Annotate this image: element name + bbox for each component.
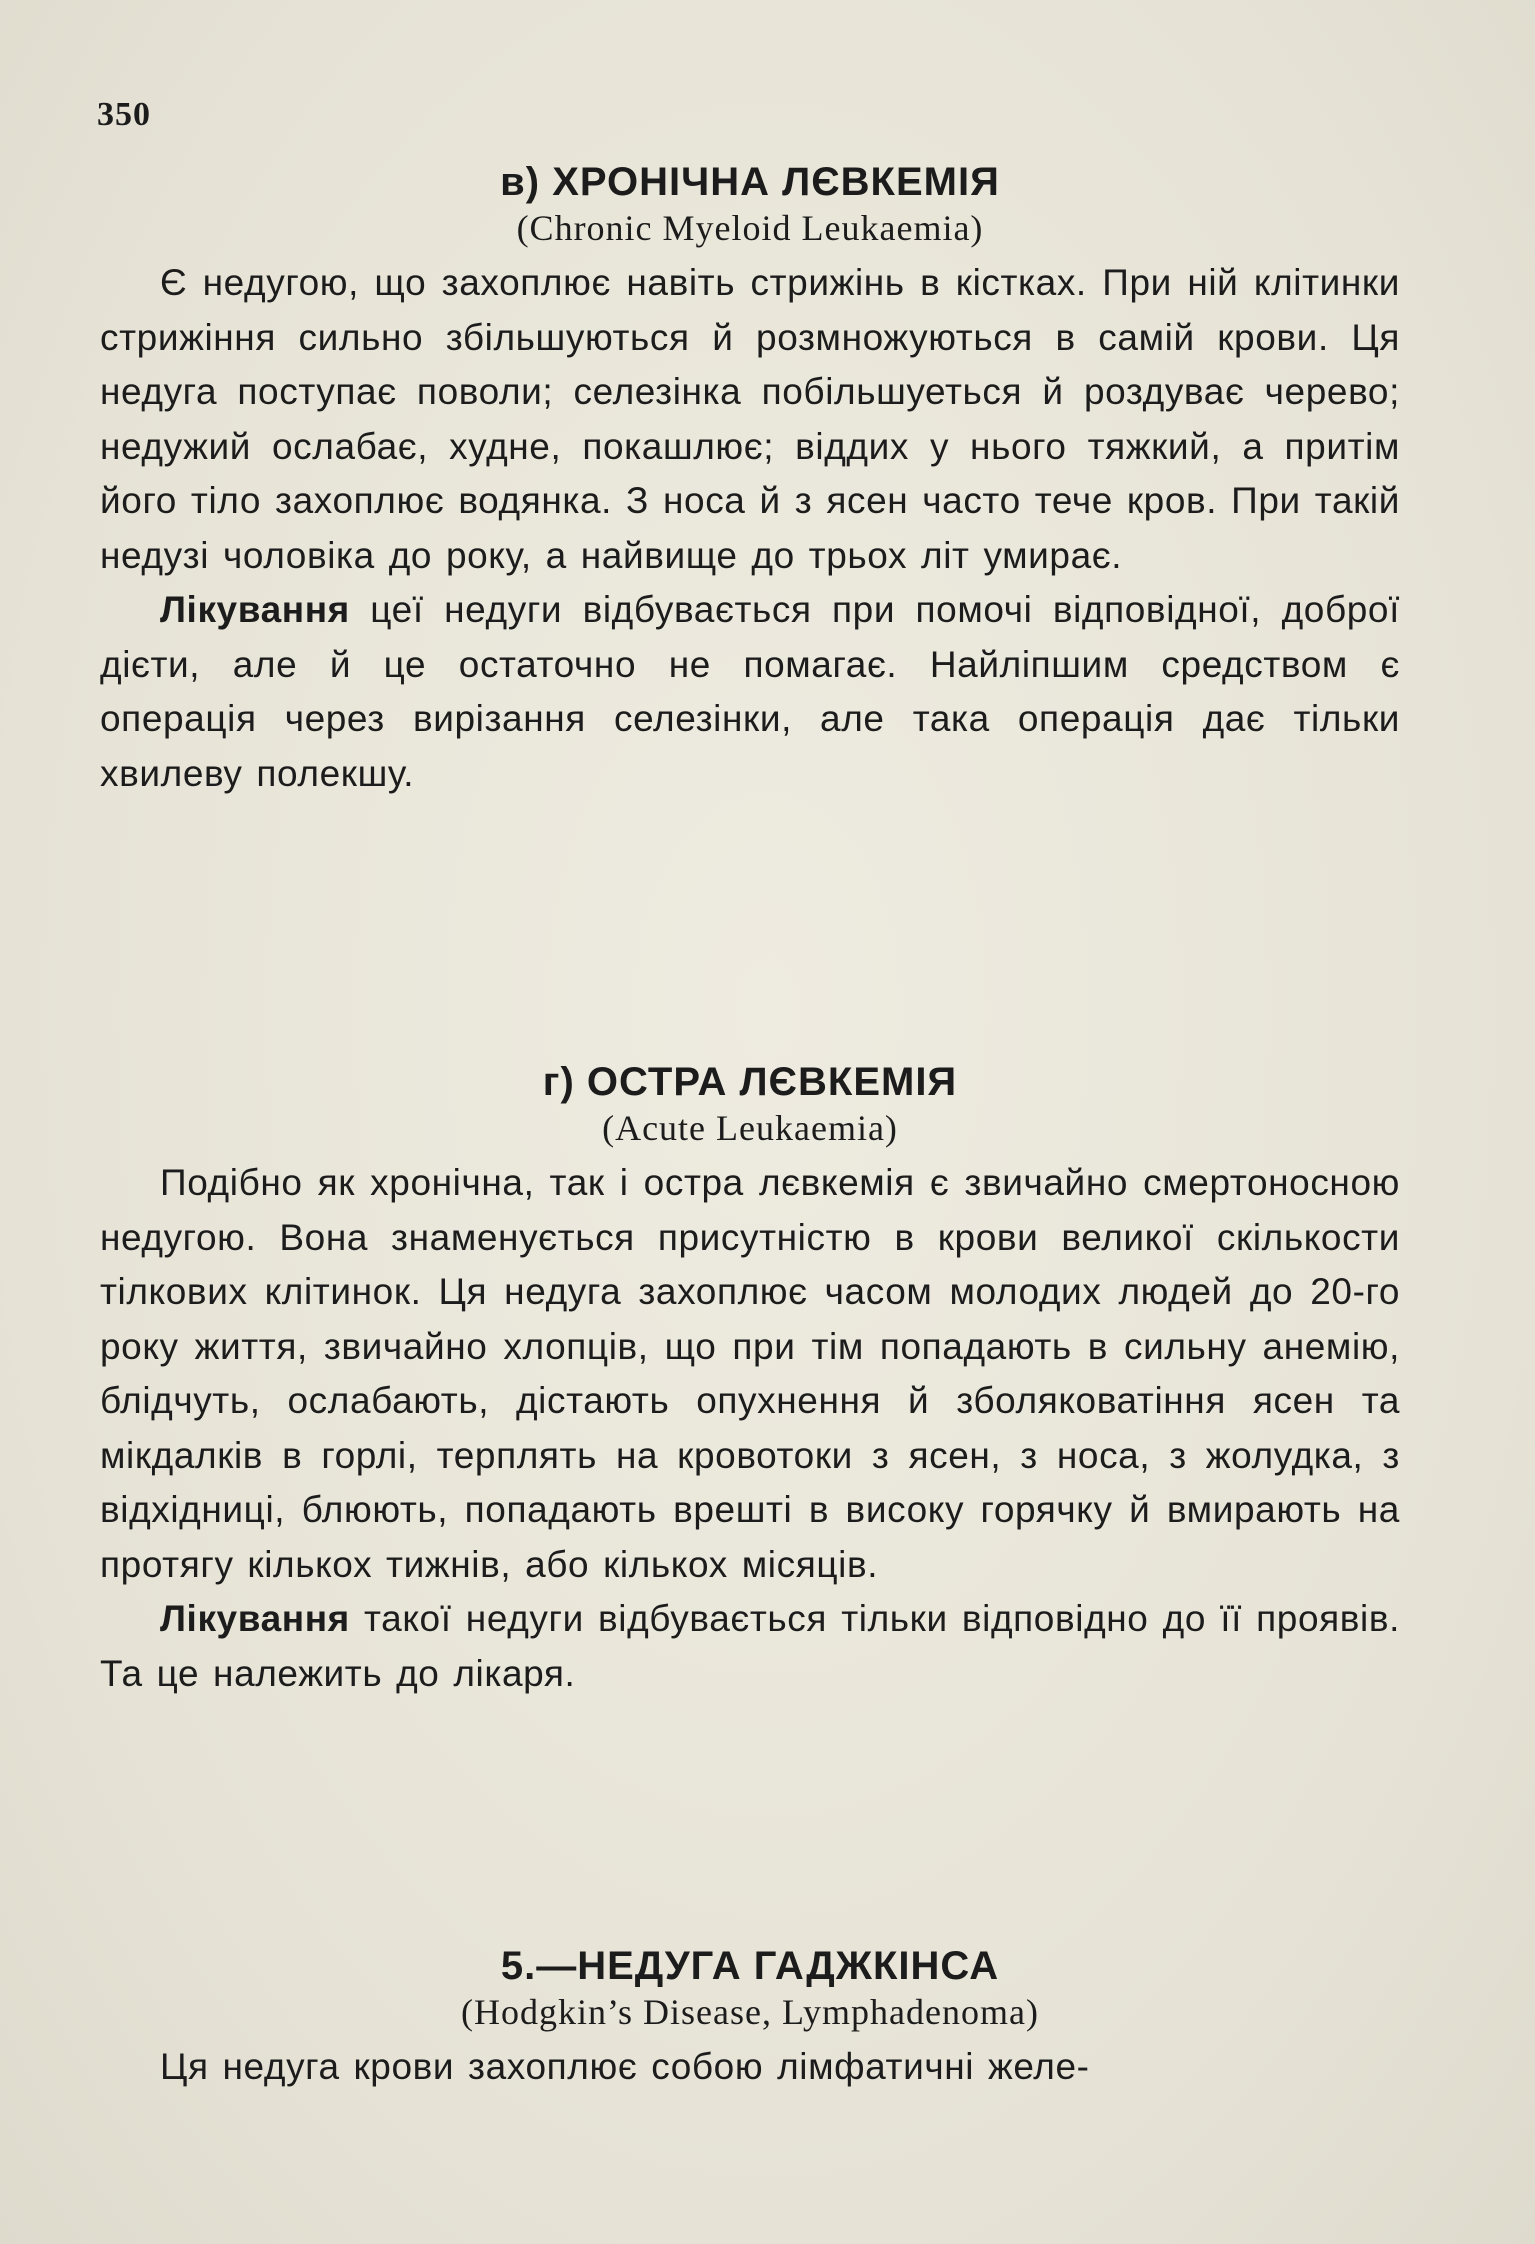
section-chronic-leukaemia bbox=[100, 158, 1400, 801]
section-subheading: (Chronic Myeloid Leukaemia) bbox=[516, 208, 984, 248]
paragraph: Подібно як хронічна, так і остра лєвкемія є звичайно смертоносною недугою. Вона знаменується присутністю в крови великої скількости тілкових клітинок. Ця недуга захоплює часом молодих людей до 20-го року життя, звичайно хлопців, що при тім попадають в сильну анемію, блідчуть, ослабають, дістають опухнення й зболяковатіння ясен та мікдалків в горлі, терплять на кровотоки з ясен, з носа, з жолудка, з відхідниці, блюють, попадають врешті в високу горячку й вмирають на протягу кількох тижнів, або кількох місяців. bbox=[100, 1162, 1400, 1585]
section-acute-leukaemia bbox=[100, 1058, 1400, 1701]
treatment-label: Лікування bbox=[160, 589, 350, 630]
treatment-paragraph bbox=[100, 1592, 1400, 1701]
section-heading: в) ХРОНІЧНА ЛЄВКЕМІЯ bbox=[500, 160, 1000, 204]
treatment-label: Лікування bbox=[160, 1598, 350, 1639]
paragraph: Є недугою, що захоплює навіть стрижінь в кістках. При ній клітинки стрижіння сильно збільшуються й розмножуються в самій крови. Ця недуга поступає поволи; селезінка побільшуеться й роздуває черево; недужий ослабає, худне, покашлює; віддих у нього тяжкий, а притім його тіло захоплює водянка. З носа й з ясен часто тече кров. При такій недузі чоловіка до року, а найвище до трьох літ умирає. bbox=[100, 262, 1400, 576]
section-subheading: (Hodgkin’s Disease, Lymphadenoma) bbox=[461, 1992, 1039, 2032]
section-heading: 5.—НЕДУГА ГАДЖКІНСА bbox=[500, 1944, 1000, 1988]
section-hodgkins-disease bbox=[100, 1942, 1400, 2095]
section-subheading: (Acute Leukaemia) bbox=[602, 1108, 898, 1148]
treatment-paragraph bbox=[100, 583, 1400, 801]
paragraph: Ця недуга крови захоплює собою лімфатичні желе- bbox=[160, 2046, 1090, 2087]
treatment-text: такої недуги відбувається тільки відповідно до її проявів. Та це належить до лікаря. bbox=[100, 1598, 1400, 1694]
page-number: 350 bbox=[97, 96, 151, 133]
treatment-text: цеї недуги відбувається при помочі відповідної, доброї дієти, але й це остаточно не помагає. Найліпшим средством є операція через вирізання селезінки, але така операція дає тільки хвилеву полекшу. bbox=[100, 589, 1400, 794]
section-heading: г) ОСТРА ЛЄВКЕМІЯ bbox=[542, 1060, 958, 1104]
